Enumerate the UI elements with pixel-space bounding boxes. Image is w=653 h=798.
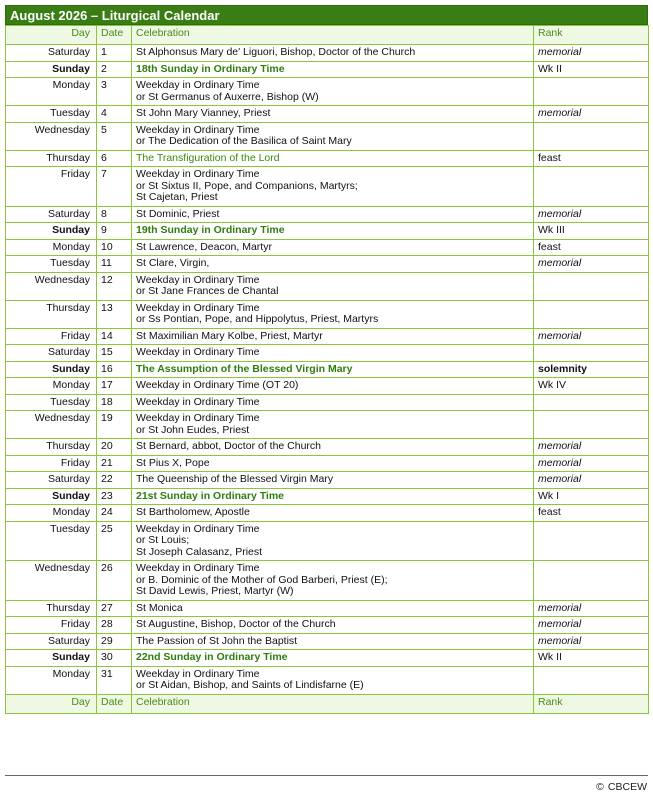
celebration-text: or St Germanus of Auxerre, Bishop (W): [136, 90, 319, 103]
rank-cell: [534, 411, 649, 439]
rank-cell: feast: [534, 505, 649, 522]
celebration-cell: [132, 378, 534, 395]
date-cell: 1: [97, 45, 132, 62]
calendar-row: [6, 106, 649, 123]
calendar-row: [6, 617, 649, 634]
day-cell: Tuesday: [6, 521, 97, 561]
rank-cell: memorial: [534, 455, 649, 472]
day-cell: Monday: [6, 666, 97, 694]
day-cell: Sunday: [6, 61, 97, 78]
celebration-text: or St Sixtus II, Pope, and Companions, Martyrs;: [136, 179, 358, 192]
calendar-row: [6, 521, 649, 561]
celebration-cell: [132, 106, 534, 123]
day-cell: Monday: [6, 239, 97, 256]
col-footer-day: Day: [6, 694, 97, 713]
day-cell: Sunday: [6, 223, 97, 240]
footer-divider: [5, 775, 648, 776]
celebration-cell: [132, 239, 534, 256]
day-cell: Monday: [6, 378, 97, 395]
rank-cell: memorial: [534, 600, 649, 617]
celebration-cell: [132, 666, 534, 694]
rank-cell: solemnity: [534, 361, 649, 378]
calendar-row: [6, 223, 649, 240]
celebration-cell: [132, 345, 534, 362]
rank-cell: Wk II: [534, 61, 649, 78]
celebration-text: or B. Dominic of the Mother of God Barberi, Priest (E);: [136, 573, 388, 586]
calendar-row: [6, 78, 649, 106]
celebration-cell: [132, 150, 534, 167]
rank-cell: [534, 272, 649, 300]
calendar-row: [6, 300, 649, 328]
col-header-day: Day: [6, 26, 97, 45]
date-cell: 11: [97, 256, 132, 273]
day-cell: Thursday: [6, 300, 97, 328]
celebration-text: Weekday in Ordinary Time: [136, 522, 260, 535]
calendar-title: August 2026 – Liturgical Calendar: [5, 5, 648, 25]
rank-cell: memorial: [534, 633, 649, 650]
celebration-text: Weekday in Ordinary Time: [136, 301, 260, 314]
calendar-row: [6, 561, 649, 601]
calendar-row: [6, 488, 649, 505]
celebration-text: Weekday in Ordinary Time: [136, 168, 260, 180]
day-cell: Wednesday: [6, 561, 97, 601]
celebration-text: St Bartholomew, Apostle: [136, 506, 250, 518]
celebration-cell: [132, 633, 534, 650]
celebration-text: St Alphonsus Mary de' Liguori, Bishop, Doctor of the Church: [136, 46, 416, 58]
day-cell: Wednesday: [6, 272, 97, 300]
celebration-text: or St Aidan, Bishop, and Saints of Lindisfarne (E): [136, 679, 364, 691]
celebration-text: or St Jane Frances de Chantal: [136, 285, 279, 297]
calendar-row: [6, 455, 649, 472]
celebration-text: St Clare, Virgin,: [136, 257, 210, 269]
celebration-cell: [132, 256, 534, 273]
rank-cell: memorial: [534, 472, 649, 489]
celebration-text: The Queenship of the Blessed Virgin Mary: [136, 473, 334, 485]
celebration-text: St Lawrence, Deacon, Martyr: [136, 240, 272, 253]
date-cell: 25: [97, 521, 132, 561]
celebration-text: St Pius X, Pope: [136, 456, 210, 469]
date-cell: 2: [97, 61, 132, 78]
celebration-text: 21st Sunday in Ordinary Time: [136, 489, 285, 502]
day-cell: Thursday: [6, 439, 97, 456]
rank-cell: [534, 521, 649, 561]
day-cell: Thursday: [6, 600, 97, 617]
day-cell: Tuesday: [6, 106, 97, 123]
calendar-row: [6, 272, 649, 300]
date-cell: 4: [97, 106, 132, 123]
celebration-text: Weekday in Ordinary Time (OT 20): [136, 379, 299, 391]
date-cell: 24: [97, 505, 132, 522]
celebration-cell: [132, 167, 534, 207]
celebration-text: Weekday in Ordinary Time: [136, 346, 260, 358]
day-cell: Friday: [6, 617, 97, 634]
day-cell: Monday: [6, 505, 97, 522]
date-cell: 22: [97, 472, 132, 489]
date-cell: 8: [97, 206, 132, 223]
rank-cell: [534, 78, 649, 106]
celebration-text: 19th Sunday in Ordinary Time: [136, 224, 285, 236]
celebration-cell: [132, 122, 534, 150]
day-cell: Sunday: [6, 650, 97, 667]
col-header-rank: Rank: [534, 26, 649, 45]
rank-cell: memorial: [534, 45, 649, 62]
day-cell: Sunday: [6, 361, 97, 378]
date-cell: 28: [97, 617, 132, 634]
calendar-row: [6, 61, 649, 78]
date-cell: 7: [97, 167, 132, 207]
day-cell: Tuesday: [6, 394, 97, 411]
date-cell: 31: [97, 666, 132, 694]
celebration-cell: [132, 600, 534, 617]
date-cell: 6: [97, 150, 132, 167]
calendar-row: [6, 256, 649, 273]
rank-cell: [534, 394, 649, 411]
calendar-table: [5, 25, 649, 714]
date-cell: 21: [97, 455, 132, 472]
date-cell: 20: [97, 439, 132, 456]
date-cell: 17: [97, 378, 132, 395]
celebration-cell: [132, 328, 534, 345]
celebration-text: St Maximilian Mary Kolbe, Priest, Martyr: [136, 329, 323, 342]
day-cell: Friday: [6, 328, 97, 345]
calendar-row: [6, 206, 649, 223]
celebration-cell: [132, 521, 534, 561]
celebration-text: St Bernard, abbot, Doctor of the Church: [136, 440, 322, 452]
rank-cell: [534, 167, 649, 207]
day-cell: Friday: [6, 455, 97, 472]
calendar-row: [6, 633, 649, 650]
copyright: [596, 781, 647, 793]
celebration-text: or St John Eudes, Priest: [136, 423, 250, 436]
rank-cell: [534, 666, 649, 694]
celebration-cell: [132, 206, 534, 223]
celebration-text: St Augustine, Bishop, Doctor of the Church: [136, 618, 336, 630]
celebration-text: St Joseph Calasanz, Priest: [136, 545, 263, 558]
calendar-row: [6, 411, 649, 439]
celebration-text: The Assumption of the Blessed Virgin Mary: [136, 362, 353, 375]
date-cell: 14: [97, 328, 132, 345]
celebration-text: Weekday in Ordinary Time: [136, 667, 260, 680]
celebration-text: Weekday in Ordinary Time: [136, 123, 260, 136]
calendar-row: [6, 600, 649, 617]
celebration-text: St David Lewis, Priest, Martyr (W): [136, 585, 294, 597]
calendar-row: [6, 650, 649, 667]
date-cell: 12: [97, 272, 132, 300]
celebration-text: Weekday in Ordinary Time: [136, 79, 260, 91]
celebration-cell: [132, 411, 534, 439]
celebration-text: The Transfiguration of the Lord: [136, 151, 280, 164]
calendar-row: [6, 45, 649, 62]
celebration-cell: [132, 455, 534, 472]
rank-cell: [534, 561, 649, 601]
calendar-row: [6, 378, 649, 395]
rank-cell: [534, 345, 649, 362]
calendar: [5, 5, 648, 714]
day-cell: Tuesday: [6, 256, 97, 273]
celebration-cell: [132, 650, 534, 667]
celebration-text: 18th Sunday in Ordinary Time: [136, 62, 285, 75]
col-footer-date: Date: [97, 694, 132, 713]
date-cell: 5: [97, 122, 132, 150]
celebration-text: St Monica: [136, 601, 183, 614]
col-footer-celebration: Celebration: [132, 694, 534, 713]
rank-cell: memorial: [534, 439, 649, 456]
day-cell: Sunday: [6, 488, 97, 505]
date-cell: 18: [97, 394, 132, 411]
header-row: [6, 26, 649, 45]
celebration-text: St John Mary Vianney, Priest: [136, 107, 271, 119]
day-cell: Thursday: [6, 150, 97, 167]
celebration-text: The Passion of St John the Baptist: [136, 634, 298, 647]
rank-cell: feast: [534, 150, 649, 167]
celebration-cell: [132, 45, 534, 62]
calendar-row: [6, 666, 649, 694]
col-footer-rank: Rank: [534, 694, 649, 713]
celebration-text: 22nd Sunday in Ordinary Time: [136, 651, 288, 663]
calendar-row: [6, 472, 649, 489]
celebration-text: or Ss Pontian, Pope, and Hippolytus, Priest, Martyrs: [136, 313, 379, 325]
rank-cell: Wk II: [534, 650, 649, 667]
rank-cell: Wk IV: [534, 378, 649, 395]
rank-cell: memorial: [534, 206, 649, 223]
footer-header-row: [6, 694, 649, 713]
rank-cell: Wk I: [534, 488, 649, 505]
celebration-text: Weekday in Ordinary Time: [136, 273, 260, 286]
celebration-text: or St Louis;: [136, 534, 190, 546]
date-cell: 30: [97, 650, 132, 667]
celebration-text: St Dominic, Priest: [136, 207, 220, 220]
date-cell: 23: [97, 488, 132, 505]
day-cell: Saturday: [6, 45, 97, 62]
date-cell: 19: [97, 411, 132, 439]
day-cell: Saturday: [6, 633, 97, 650]
celebration-cell: [132, 394, 534, 411]
rank-cell: memorial: [534, 617, 649, 634]
calendar-row: [6, 505, 649, 522]
celebration-cell: [132, 488, 534, 505]
date-cell: 15: [97, 345, 132, 362]
calendar-row: [6, 122, 649, 150]
day-cell: Monday: [6, 78, 97, 106]
date-cell: 27: [97, 600, 132, 617]
calendar-row: [6, 239, 649, 256]
calendar-row: [6, 394, 649, 411]
celebration-text: or The Dedication of the Basilica of Saint Mary: [136, 135, 352, 147]
rank-cell: [534, 300, 649, 328]
calendar-row: [6, 150, 649, 167]
day-cell: Wednesday: [6, 411, 97, 439]
day-cell: Saturday: [6, 472, 97, 489]
rank-cell: Wk III: [534, 223, 649, 240]
celebration-text: St Cajetan, Priest: [136, 191, 218, 203]
celebration-cell: [132, 439, 534, 456]
date-cell: 13: [97, 300, 132, 328]
celebration-cell: [132, 78, 534, 106]
day-cell: Wednesday: [6, 122, 97, 150]
calendar-row: [6, 328, 649, 345]
calendar-row: [6, 167, 649, 207]
celebration-text: Weekday in Ordinary Time: [136, 562, 260, 574]
date-cell: 29: [97, 633, 132, 650]
day-cell: Friday: [6, 167, 97, 207]
rank-cell: memorial: [534, 328, 649, 345]
rank-cell: memorial: [534, 256, 649, 273]
date-cell: 16: [97, 361, 132, 378]
col-header-date: Date: [97, 26, 132, 45]
date-cell: 3: [97, 78, 132, 106]
calendar-row: [6, 439, 649, 456]
celebration-cell: [132, 561, 534, 601]
celebration-cell: [132, 472, 534, 489]
date-cell: 10: [97, 239, 132, 256]
date-cell: 26: [97, 561, 132, 601]
calendar-row: [6, 345, 649, 362]
rank-cell: feast: [534, 239, 649, 256]
celebration-cell: [132, 361, 534, 378]
celebration-cell: [132, 223, 534, 240]
day-cell: Saturday: [6, 345, 97, 362]
celebration-cell: [132, 617, 534, 634]
celebration-cell: [132, 505, 534, 522]
celebration-text: Weekday in Ordinary Time: [136, 395, 260, 408]
calendar-row: [6, 361, 649, 378]
rank-cell: [534, 122, 649, 150]
celebration-cell: [132, 300, 534, 328]
copyright-symbol: ©: [596, 781, 604, 793]
date-cell: 9: [97, 223, 132, 240]
celebration-text: Weekday in Ordinary Time: [136, 412, 260, 424]
rank-cell: memorial: [534, 106, 649, 123]
celebration-cell: [132, 272, 534, 300]
col-header-celebration: Celebration: [132, 26, 534, 45]
copyright-text: CBCEW: [607, 781, 647, 793]
celebration-cell: [132, 61, 534, 78]
day-cell: Saturday: [6, 206, 97, 223]
